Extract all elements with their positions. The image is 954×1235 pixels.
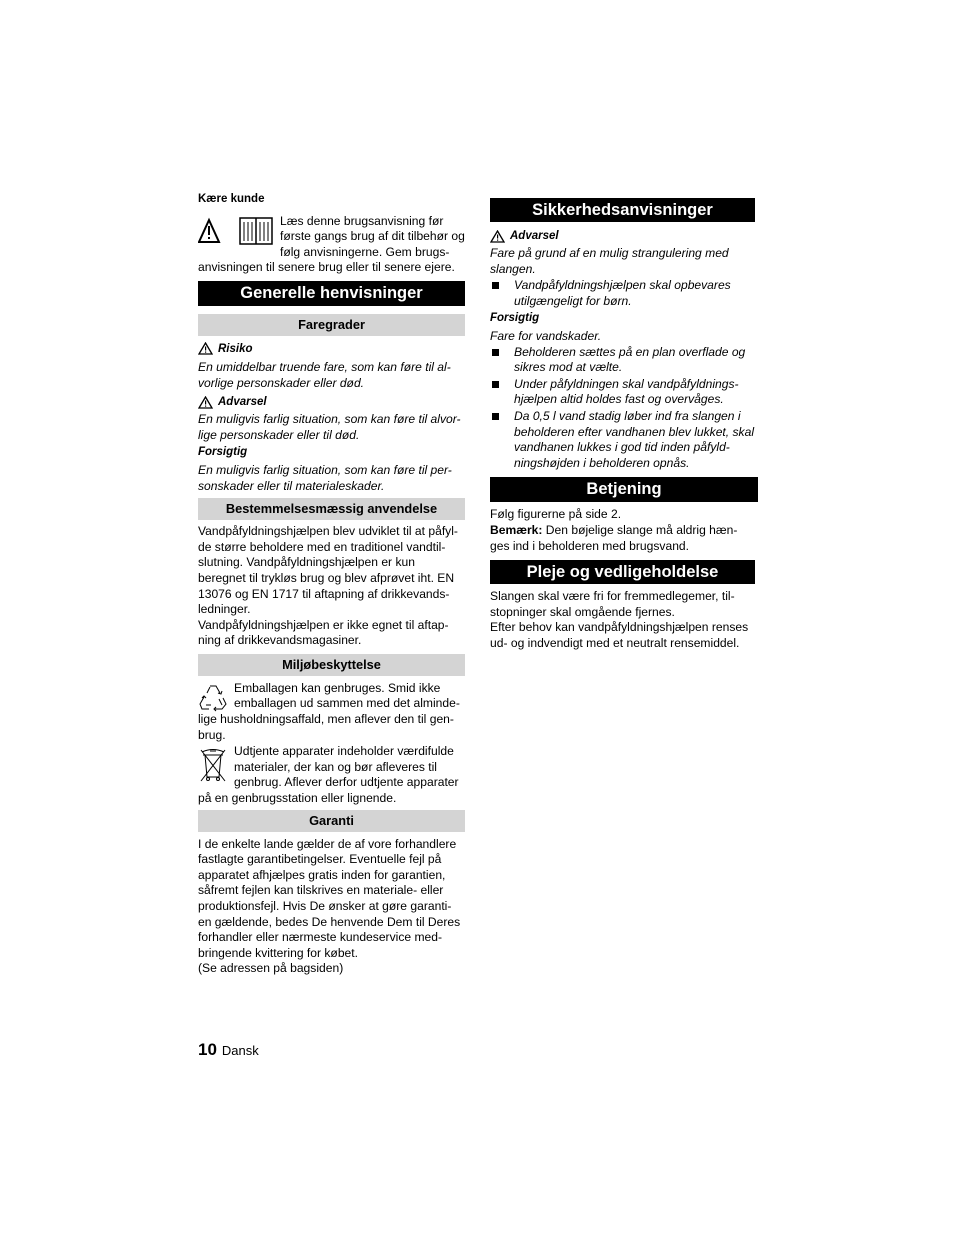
note-text: ges ind i beholderen med brugsvand. — [490, 538, 690, 553]
text-line: de større beholdere med en traditionel vandtil- — [198, 539, 446, 554]
text-line: 13076 og EN 1717 til aftapning af drikkevands- — [198, 586, 450, 601]
list-item-text: Da 0,5 l vand stadig løber ind fra slangen i — [514, 408, 741, 423]
warning-text: En muligvis farlig situation, som kan føre til alvor- — [198, 412, 461, 427]
warranty-heading: Garanti — [198, 810, 465, 832]
hazard-heading: Faregrader — [198, 314, 465, 336]
care-text — [490, 589, 758, 651]
caution-text: En muligvis farlig situation, som kan føre til per- — [198, 462, 452, 477]
list-item-text: utilgængeligt for børn. — [514, 293, 632, 308]
note-label: Bemærk: — [490, 522, 543, 537]
intended-use-heading: Bestemmelsesmæssig anvendelse — [198, 498, 465, 520]
right-column — [490, 198, 758, 651]
disposal-block — [198, 744, 465, 806]
text-line: I de enkelte lande gælder de af vore forhandlere — [198, 836, 457, 851]
list-item — [490, 345, 758, 376]
text-line: brug. — [198, 727, 226, 742]
bullet-square-icon — [492, 413, 499, 420]
recycling-block — [198, 681, 465, 743]
text-line: beregnet til trykløs brug og blev afprøvet iht. EN — [198, 570, 455, 585]
text-line: Efter behov kan vandpåfyldningshjælpen renses — [490, 620, 749, 635]
intro-block — [198, 214, 465, 276]
text-line: (Se adressen på bagsiden) — [198, 961, 344, 976]
text-line: apparatet afhjælpes gratis inden for garantien, — [198, 867, 446, 882]
intended-use-text — [198, 524, 465, 649]
warning-triangle-icon — [198, 342, 213, 355]
text-line: Slangen skal være fri for fremmedlegemer, til- — [490, 589, 735, 604]
bullet-square-icon — [492, 381, 499, 388]
note-text: Den bøjelige slange må aldrig hæn- — [542, 522, 738, 537]
list-item — [490, 377, 758, 408]
warning-label: Advarsel — [218, 396, 267, 409]
risk-label: Risiko — [218, 342, 253, 355]
warning-triangle-icon — [198, 396, 213, 409]
text-line: materialer, der kan og bør afleveres til — [234, 759, 437, 774]
text-line: emballagen ud sammen med det alminde- — [234, 696, 460, 711]
list-item-text: Under påfyldningen skal vandpåfyldnings- — [514, 376, 739, 391]
intro-line: Læs denne brugsanvisning før — [280, 213, 444, 228]
list-item-text: vandhanen lukkes i god tid inden påfyld- — [514, 440, 730, 455]
page-footer — [198, 1040, 259, 1060]
bullet-square-icon — [492, 349, 499, 356]
safety-heading: Sikkerhedsanvisninger — [490, 198, 755, 222]
text-line: slutning. Vandpåfyldningshjælpen er kun — [198, 555, 415, 570]
warning-text: Fare på grund af en mulig strangulering med — [490, 246, 729, 260]
caution-label: Forsigtig — [198, 446, 248, 459]
list-item-text: ningshøjden i beholderen opnås. — [514, 455, 690, 470]
text-line: en gældende, bedes De henvende Dem til Deres — [198, 914, 461, 929]
text-line: Emballagen kan genbruges. Smid ikke — [234, 680, 441, 695]
warning-text: lige personskader eller til død. — [198, 427, 360, 442]
text-line: fastlagte garantibetingelser. Eventuelle fejl på — [198, 852, 442, 867]
operation-text: Følg figurerne på side 2. — [490, 507, 622, 522]
text-line: Vandpåfyldningshjælpen blev udviklet til at påfyl- — [198, 524, 458, 539]
list-item — [490, 409, 758, 471]
text-line: ledninger. — [198, 602, 251, 617]
text-line: stopninger skal omgående fjernes. — [490, 604, 675, 619]
operation-heading: Betjening — [490, 477, 758, 502]
warning-and-manual-icon — [198, 216, 274, 248]
list-item-text: sikres mod at vælte. — [514, 360, 623, 375]
care-heading: Pleje og vedligeholdelse — [490, 560, 755, 584]
warning-label-row — [490, 228, 758, 244]
recycling-icon — [198, 682, 228, 712]
text-line: bringende kvittering for købet. — [198, 945, 358, 960]
text-line: forhandler eller nærmeste kundeservice med- — [198, 930, 443, 945]
note-line — [490, 523, 758, 539]
intro-line: følg anvisningerne. Gem brugs- — [280, 244, 450, 259]
crossed-bin-icon — [198, 746, 228, 784]
warning-label-row — [198, 394, 465, 410]
intro-line: første gangs brug af dit tilbehør og — [280, 229, 465, 244]
list-item-text: Beholderen sættes på en plan overflade og — [514, 344, 746, 359]
text-line: ning af drikkevandsmagasiner. — [198, 633, 362, 648]
page-language: Dansk — [221, 1043, 259, 1058]
environment-heading: Miljøbeskyttelse — [198, 654, 465, 676]
text-line: på en genbrugsstation eller lignende. — [198, 791, 397, 806]
text-line: Udtjente apparater indeholder værdifulde — [234, 744, 454, 759]
list-item-text: Vandpåfyldningshjælpen skal opbevares — [514, 278, 731, 293]
general-heading: Generelle henvisninger — [198, 281, 465, 306]
left-column — [198, 192, 465, 977]
caution-text: Fare for vandskader. — [490, 328, 602, 343]
warning-text: slangen. — [490, 261, 536, 276]
text-line: ud- og indvendigt med et neutralt rensemiddel. — [490, 635, 740, 650]
page-number: 10 — [198, 1040, 217, 1059]
bullet-square-icon — [492, 282, 499, 289]
list-item-text: beholderen efter vandhanen blev lukket, skal — [514, 424, 755, 439]
warning-label: Advarsel — [510, 230, 559, 242]
caution-text: sonskader eller til materialeskader. — [198, 478, 385, 493]
text-line: Vandpåfyldningshjælpen er ikke egnet til aftap- — [198, 617, 449, 632]
text-line: produktionsfejl. Hvis De ønsker at gøre garanti- — [198, 899, 452, 913]
intro-line: anvisningen til senere brug eller til senere ejere. — [198, 260, 455, 275]
risk-text: En umiddelbar truende fare, som kan føre til al- — [198, 359, 451, 374]
text-line: såfremt fejlen kan tilskrives en materiale- eller — [198, 883, 444, 898]
text-line: lige husholdningsaffald, men aflever den til gen- — [198, 712, 454, 727]
caution-label: Forsigtig — [490, 312, 540, 325]
greeting: Kære kunde — [198, 193, 265, 205]
warranty-text — [198, 837, 465, 977]
risk-label-row — [198, 341, 465, 357]
list-item — [490, 278, 758, 309]
risk-text: vorlige personskader eller død. — [198, 375, 365, 390]
text-line: genbrug. Aflever derfor udtjente apparater — [234, 775, 459, 790]
list-item-text: hjælpen altid holdes fast og overvåges. — [514, 392, 724, 407]
warning-triangle-icon — [490, 230, 505, 243]
